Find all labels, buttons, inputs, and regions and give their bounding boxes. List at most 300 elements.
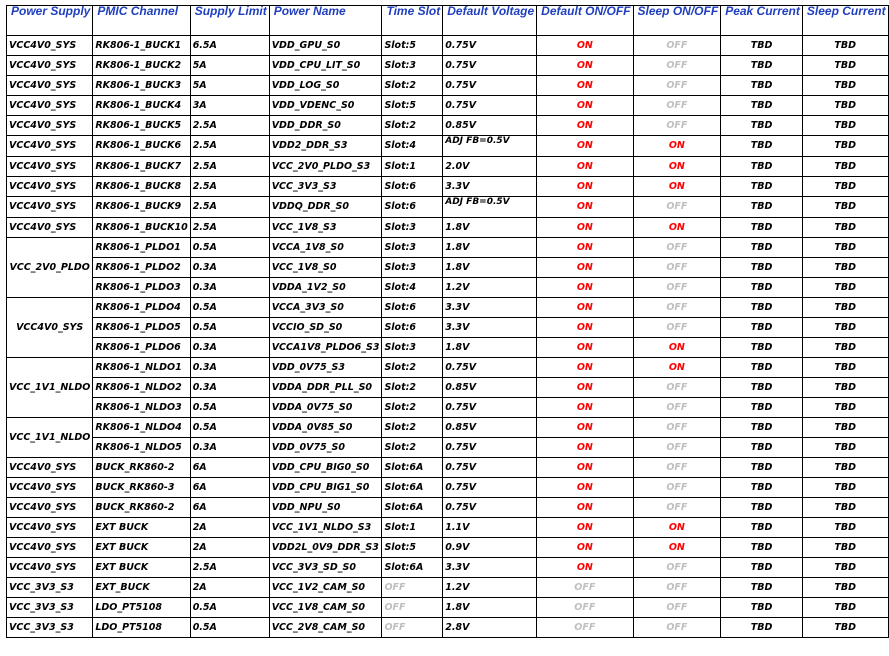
cell-pmic-channel: RK806-1_BUCK10	[93, 218, 190, 238]
cell-default-on-off: ON	[537, 36, 633, 56]
table-row	[7, 618, 889, 638]
cell-default-on-off: ON	[537, 458, 633, 478]
cell-supply-limit: 2.5A	[190, 197, 269, 218]
cell-pmic-channel: EXT_BUCK	[93, 578, 190, 598]
cell-sleep-current: TBD	[802, 418, 888, 438]
table-row	[7, 538, 889, 558]
cell-power-supply: VCC4V0_SYS	[7, 218, 93, 238]
cell-sleep-on-off: OFF	[633, 96, 721, 116]
cell-time-slot: Slot:2	[382, 398, 443, 418]
cell-peak-current: TBD	[721, 318, 803, 338]
cell-default-on-off: ON	[537, 96, 633, 116]
cell-time-slot: Slot:6	[382, 197, 443, 218]
cell-pmic-channel: EXT BUCK	[93, 518, 190, 538]
cell-default-voltage: 1.1V	[443, 518, 537, 538]
cell-power-name: VCC_1V2_CAM_S0	[269, 578, 382, 598]
table-row	[7, 358, 889, 378]
cell-peak-current: TBD	[721, 618, 803, 638]
cell-power-supply: VCC4V0_SYS	[7, 36, 93, 56]
table-row	[7, 498, 889, 518]
cell-supply-limit: 5A	[190, 56, 269, 76]
cell-time-slot: Slot:6	[382, 177, 443, 197]
cell-pmic-channel: EXT BUCK	[93, 538, 190, 558]
cell-power-name: VCCA_3V3_S0	[269, 298, 382, 318]
cell-power-name: VDDA_1V2_S0	[269, 278, 382, 298]
cell-default-voltage: 1.8V	[443, 598, 537, 618]
cell-power-name: VDDA_0V75_S0	[269, 398, 382, 418]
cell-pmic-channel: RK806-1_NLDO3	[93, 398, 190, 418]
cell-pmic-channel: RK806-1_PLDO6	[93, 338, 190, 358]
cell-default-voltage: 0.75V	[443, 478, 537, 498]
cell-default-voltage: 0.85V	[443, 418, 537, 438]
cell-default-on-off: ON	[537, 358, 633, 378]
cell-power-name: VDDA_DDR_PLL_S0	[269, 378, 382, 398]
cell-sleep-on-off: OFF	[633, 398, 721, 418]
cell-sleep-current: TBD	[802, 338, 888, 358]
cell-time-slot: Slot:3	[382, 238, 443, 258]
cell-pmic-channel: RK806-1_NLDO4	[93, 418, 190, 438]
cell-supply-limit: 2.5A	[190, 136, 269, 157]
cell-sleep-on-off: OFF	[633, 258, 721, 278]
cell-supply-limit: 6.5A	[190, 36, 269, 56]
cell-supply-limit: 0.5A	[190, 618, 269, 638]
header-sleep-current: Sleep Current	[802, 6, 888, 36]
cell-power-name: VCCIO_SD_S0	[269, 318, 382, 338]
cell-supply-limit: 0.5A	[190, 598, 269, 618]
cell-default-voltage: 1.2V	[443, 578, 537, 598]
cell-peak-current: TBD	[721, 378, 803, 398]
cell-peak-current: TBD	[721, 578, 803, 598]
header-peak-current: Peak Current	[721, 6, 803, 36]
cell-supply-limit: 6A	[190, 458, 269, 478]
cell-default-on-off: OFF	[537, 618, 633, 638]
cell-pmic-channel: RK806-1_BUCK5	[93, 116, 190, 136]
cell-power-supply: VCC4V0_SYS	[7, 518, 93, 538]
cell-pmic-channel: RK806-1_PLDO1	[93, 238, 190, 258]
table-row	[7, 558, 889, 578]
cell-supply-limit: 2.5A	[190, 157, 269, 177]
cell-time-slot: Slot:3	[382, 258, 443, 278]
cell-default-voltage: 0.75V	[443, 498, 537, 518]
cell-default-voltage: 0.9V	[443, 538, 537, 558]
cell-peak-current: TBD	[721, 338, 803, 358]
cell-peak-current: TBD	[721, 598, 803, 618]
header-power-name: Power Name	[269, 6, 382, 36]
cell-sleep-on-off: OFF	[633, 418, 721, 438]
cell-peak-current: TBD	[721, 298, 803, 318]
cell-power-supply: VCC4V0_SYS	[7, 76, 93, 96]
cell-sleep-on-off: ON	[633, 218, 721, 238]
cell-power-supply: VCC4V0_SYS	[7, 197, 93, 218]
cell-peak-current: TBD	[721, 438, 803, 458]
cell-default-on-off: ON	[537, 538, 633, 558]
cell-peak-current: TBD	[721, 76, 803, 96]
cell-sleep-current: TBD	[802, 498, 888, 518]
cell-sleep-current: TBD	[802, 538, 888, 558]
table-row	[7, 578, 889, 598]
cell-sleep-on-off: OFF	[633, 438, 721, 458]
cell-default-voltage: 1.8V	[443, 238, 537, 258]
cell-sleep-on-off: OFF	[633, 56, 721, 76]
cell-time-slot: Slot:2	[382, 438, 443, 458]
cell-power-name: VDD_CPU_BIG1_S0	[269, 478, 382, 498]
cell-supply-limit: 6A	[190, 498, 269, 518]
cell-sleep-on-off: ON	[633, 157, 721, 177]
cell-supply-limit: 0.3A	[190, 358, 269, 378]
cell-default-voltage: 0.75V	[443, 56, 537, 76]
cell-power-name: VDD_0V75_S0	[269, 438, 382, 458]
cell-time-slot: Slot:1	[382, 157, 443, 177]
cell-power-supply: VCC4V0_SYS	[7, 558, 93, 578]
cell-power-supply: VCC4V0_SYS	[7, 478, 93, 498]
table-body	[7, 36, 889, 638]
header-default-voltage: Default Voltage	[443, 6, 537, 36]
cell-pmic-channel: RK806-1_PLDO5	[93, 318, 190, 338]
header-supply-limit: Supply Limit	[190, 6, 269, 36]
cell-pmic-channel: RK806-1_BUCK3	[93, 76, 190, 96]
cell-power-name: VDD_DDR_S0	[269, 116, 382, 136]
cell-peak-current: TBD	[721, 398, 803, 418]
cell-power-name: VDD_LOG_S0	[269, 76, 382, 96]
cell-supply-limit: 2.5A	[190, 218, 269, 238]
cell-sleep-current: TBD	[802, 197, 888, 218]
cell-default-voltage: 1.2V	[443, 278, 537, 298]
cell-sleep-on-off: OFF	[633, 578, 721, 598]
cell-pmic-channel: RK806-1_PLDO2	[93, 258, 190, 278]
cell-pmic-channel: RK806-1_BUCK6	[93, 136, 190, 157]
cell-supply-limit: 0.5A	[190, 318, 269, 338]
cell-sleep-on-off: ON	[633, 518, 721, 538]
cell-time-slot: Slot:4	[382, 278, 443, 298]
cell-power-name: VCC_3V3_S3	[269, 177, 382, 197]
cell-default-on-off: ON	[537, 378, 633, 398]
cell-sleep-on-off: OFF	[633, 478, 721, 498]
cell-default-voltage: ADJ FB=0.5V	[443, 136, 537, 157]
cell-default-voltage: 3.3V	[443, 177, 537, 197]
cell-power-name: VCC_1V8_S3	[269, 218, 382, 238]
cell-power-name: VCC_1V1_NLDO_S3	[269, 518, 382, 538]
cell-default-on-off: ON	[537, 338, 633, 358]
cell-supply-limit: 2.5A	[190, 116, 269, 136]
header-sleep-on-off: Sleep ON/OFF	[633, 6, 721, 36]
cell-sleep-on-off: OFF	[633, 498, 721, 518]
table-row	[7, 318, 889, 338]
cell-default-voltage: 0.75V	[443, 438, 537, 458]
cell-default-on-off: ON	[537, 438, 633, 458]
cell-power-supply: VCC_2V0_PLDO	[7, 238, 93, 298]
cell-time-slot: Slot:4	[382, 136, 443, 157]
cell-sleep-current: TBD	[802, 398, 888, 418]
cell-sleep-on-off: OFF	[633, 197, 721, 218]
cell-default-on-off: ON	[537, 76, 633, 96]
cell-power-supply: VCC4V0_SYS	[7, 177, 93, 197]
cell-default-on-off: ON	[537, 418, 633, 438]
cell-sleep-on-off: OFF	[633, 598, 721, 618]
cell-default-voltage: 0.75V	[443, 458, 537, 478]
cell-sleep-on-off: ON	[633, 136, 721, 157]
cell-peak-current: TBD	[721, 238, 803, 258]
cell-sleep-on-off: ON	[633, 358, 721, 378]
cell-peak-current: TBD	[721, 478, 803, 498]
cell-sleep-current: TBD	[802, 618, 888, 638]
cell-supply-limit: 0.5A	[190, 238, 269, 258]
cell-default-on-off: OFF	[537, 578, 633, 598]
cell-time-slot: Slot:5	[382, 538, 443, 558]
cell-time-slot: Slot:6	[382, 298, 443, 318]
cell-pmic-channel: BUCK_RK860-3	[93, 478, 190, 498]
cell-power-supply: VCC4V0_SYS	[7, 157, 93, 177]
cell-peak-current: TBD	[721, 96, 803, 116]
cell-pmic-channel: RK806-1_PLDO3	[93, 278, 190, 298]
header-pmic-channel: PMIC Channel	[93, 6, 190, 36]
cell-power-name: VDD_GPU_S0	[269, 36, 382, 56]
cell-peak-current: TBD	[721, 358, 803, 378]
cell-sleep-on-off: ON	[633, 177, 721, 197]
cell-sleep-current: TBD	[802, 258, 888, 278]
cell-power-supply: VCC4V0_SYS	[7, 56, 93, 76]
cell-time-slot: Slot:3	[382, 56, 443, 76]
cell-sleep-current: TBD	[802, 438, 888, 458]
cell-power-supply: VCC4V0_SYS	[7, 96, 93, 116]
cell-peak-current: TBD	[721, 538, 803, 558]
cell-peak-current: TBD	[721, 558, 803, 578]
cell-default-voltage: 1.8V	[443, 338, 537, 358]
cell-default-on-off: ON	[537, 518, 633, 538]
cell-peak-current: TBD	[721, 157, 803, 177]
cell-pmic-channel: RK806-1_BUCK9	[93, 197, 190, 218]
cell-peak-current: TBD	[721, 498, 803, 518]
cell-default-on-off: ON	[537, 318, 633, 338]
cell-default-voltage: 0.85V	[443, 378, 537, 398]
table-row	[7, 177, 889, 197]
cell-pmic-channel: RK806-1_NLDO2	[93, 378, 190, 398]
cell-power-name: VCC_2V0_PLDO_S3	[269, 157, 382, 177]
cell-time-slot: Slot:6A	[382, 498, 443, 518]
cell-power-name: VCC_1V8_CAM_S0	[269, 598, 382, 618]
cell-default-on-off: ON	[537, 157, 633, 177]
cell-sleep-current: TBD	[802, 578, 888, 598]
cell-peak-current: TBD	[721, 136, 803, 157]
cell-default-voltage: 2.0V	[443, 157, 537, 177]
cell-pmic-channel: LDO_PT5108	[93, 618, 190, 638]
cell-default-on-off: ON	[537, 197, 633, 218]
cell-supply-limit: 0.3A	[190, 278, 269, 298]
cell-default-on-off: ON	[537, 298, 633, 318]
table-row	[7, 338, 889, 358]
cell-power-supply: VCC4V0_SYS	[7, 136, 93, 157]
cell-default-on-off: ON	[537, 218, 633, 238]
cell-power-supply: VCC4V0_SYS	[7, 538, 93, 558]
cell-power-name: VDD_0V75_S3	[269, 358, 382, 378]
cell-sleep-current: TBD	[802, 56, 888, 76]
cell-peak-current: TBD	[721, 197, 803, 218]
cell-time-slot: Slot:2	[382, 76, 443, 96]
table-row	[7, 96, 889, 116]
cell-sleep-current: TBD	[802, 478, 888, 498]
cell-default-voltage: 3.3V	[443, 318, 537, 338]
cell-sleep-on-off: OFF	[633, 278, 721, 298]
cell-peak-current: TBD	[721, 56, 803, 76]
cell-pmic-channel: BUCK_RK860-2	[93, 458, 190, 478]
cell-time-slot: Slot:1	[382, 518, 443, 538]
cell-supply-limit: 0.5A	[190, 418, 269, 438]
cell-time-slot: OFF	[382, 578, 443, 598]
cell-sleep-current: TBD	[802, 116, 888, 136]
cell-sleep-current: TBD	[802, 36, 888, 56]
header-power-supply: Power Supply	[7, 6, 93, 36]
cell-sleep-current: TBD	[802, 558, 888, 578]
cell-time-slot: OFF	[382, 618, 443, 638]
cell-supply-limit: 5A	[190, 76, 269, 96]
cell-sleep-current: TBD	[802, 157, 888, 177]
cell-power-name: VCC_3V3_SD_S0	[269, 558, 382, 578]
table-row	[7, 298, 889, 318]
cell-sleep-on-off: OFF	[633, 116, 721, 136]
cell-pmic-channel: BUCK_RK860-2	[93, 498, 190, 518]
cell-default-voltage: 0.75V	[443, 76, 537, 96]
table-row	[7, 56, 889, 76]
cell-power-name: VDD_VDENC_S0	[269, 96, 382, 116]
cell-default-voltage: 3.3V	[443, 298, 537, 318]
cell-default-on-off: ON	[537, 136, 633, 157]
cell-default-voltage: ADJ FB=0.5V	[443, 197, 537, 218]
cell-pmic-channel: RK806-1_NLDO1	[93, 358, 190, 378]
cell-sleep-on-off: ON	[633, 538, 721, 558]
cell-sleep-on-off: OFF	[633, 36, 721, 56]
cell-supply-limit: 0.5A	[190, 298, 269, 318]
cell-time-slot: Slot:6	[382, 318, 443, 338]
cell-default-voltage: 1.8V	[443, 218, 537, 238]
cell-time-slot: Slot:2	[382, 378, 443, 398]
cell-default-voltage: 0.75V	[443, 36, 537, 56]
cell-power-supply: VCC4V0_SYS	[7, 458, 93, 478]
cell-power-name: VDDQ_DDR_S0	[269, 197, 382, 218]
cell-supply-limit: 0.3A	[190, 258, 269, 278]
table-row	[7, 157, 889, 177]
cell-pmic-channel: RK806-1_BUCK7	[93, 157, 190, 177]
cell-supply-limit: 2A	[190, 578, 269, 598]
cell-default-on-off: ON	[537, 177, 633, 197]
table-row	[7, 478, 889, 498]
cell-default-on-off: ON	[537, 478, 633, 498]
cell-time-slot: Slot:5	[382, 96, 443, 116]
cell-pmic-channel: RK806-1_BUCK1	[93, 36, 190, 56]
cell-default-voltage: 0.85V	[443, 116, 537, 136]
cell-peak-current: TBD	[721, 218, 803, 238]
cell-sleep-current: TBD	[802, 278, 888, 298]
cell-peak-current: TBD	[721, 278, 803, 298]
cell-sleep-current: TBD	[802, 518, 888, 538]
cell-default-on-off: ON	[537, 116, 633, 136]
cell-supply-limit: 0.5A	[190, 398, 269, 418]
table-row	[7, 197, 889, 218]
cell-power-name: VDD2_DDR_S3	[269, 136, 382, 157]
cell-power-name: VCC_1V8_S0	[269, 258, 382, 278]
cell-sleep-current: TBD	[802, 378, 888, 398]
header-default-on-off: Default ON/OFF	[537, 6, 633, 36]
cell-sleep-on-off: OFF	[633, 458, 721, 478]
cell-power-name: VCCA1V8_PLDO6_S3	[269, 338, 382, 358]
cell-sleep-current: TBD	[802, 358, 888, 378]
cell-default-on-off: ON	[537, 238, 633, 258]
cell-default-on-off: OFF	[537, 598, 633, 618]
cell-power-name: VDD_CPU_BIG0_S0	[269, 458, 382, 478]
cell-sleep-on-off: OFF	[633, 298, 721, 318]
cell-power-supply: VCC_3V3_S3	[7, 618, 93, 638]
cell-pmic-channel: RK806-1_PLDO4	[93, 298, 190, 318]
cell-default-voltage: 3.3V	[443, 558, 537, 578]
cell-sleep-current: TBD	[802, 136, 888, 157]
cell-time-slot: Slot:2	[382, 358, 443, 378]
cell-sleep-on-off: ON	[633, 338, 721, 358]
cell-pmic-channel: LDO_PT5108	[93, 598, 190, 618]
cell-power-name: VDD2L_0V9_DDR_S3	[269, 538, 382, 558]
header-time-slot: Time Slot	[382, 6, 443, 36]
cell-default-on-off: ON	[537, 498, 633, 518]
cell-pmic-channel: RK806-1_NLDO5	[93, 438, 190, 458]
cell-peak-current: TBD	[721, 116, 803, 136]
cell-time-slot: Slot:6A	[382, 458, 443, 478]
cell-power-supply: VCC4V0_SYS	[7, 116, 93, 136]
cell-sleep-current: TBD	[802, 318, 888, 338]
cell-peak-current: TBD	[721, 458, 803, 478]
cell-peak-current: TBD	[721, 418, 803, 438]
cell-default-on-off: ON	[537, 258, 633, 278]
cell-supply-limit: 0.3A	[190, 378, 269, 398]
cell-default-voltage: 2.8V	[443, 618, 537, 638]
power-table	[6, 5, 889, 638]
cell-default-on-off: ON	[537, 398, 633, 418]
cell-time-slot: Slot:5	[382, 36, 443, 56]
cell-peak-current: TBD	[721, 258, 803, 278]
table-row	[7, 238, 889, 258]
cell-sleep-on-off: OFF	[633, 618, 721, 638]
cell-sleep-current: TBD	[802, 76, 888, 96]
cell-power-name: VDD_CPU_LIT_S0	[269, 56, 382, 76]
cell-default-voltage: 1.8V	[443, 258, 537, 278]
cell-peak-current: TBD	[721, 36, 803, 56]
cell-pmic-channel: RK806-1_BUCK2	[93, 56, 190, 76]
cell-sleep-current: TBD	[802, 96, 888, 116]
cell-sleep-on-off: OFF	[633, 76, 721, 96]
cell-power-supply: VCC_1V1_NLDO	[7, 358, 93, 418]
cell-supply-limit: 0.3A	[190, 438, 269, 458]
cell-sleep-on-off: OFF	[633, 378, 721, 398]
cell-supply-limit: 2.5A	[190, 177, 269, 197]
table-row	[7, 418, 889, 438]
cell-power-name: VCCA_1V8_S0	[269, 238, 382, 258]
cell-power-supply: VCC_1V1_NLDO	[7, 418, 93, 458]
cell-time-slot: OFF	[382, 598, 443, 618]
cell-sleep-current: TBD	[802, 298, 888, 318]
cell-default-on-off: ON	[537, 56, 633, 76]
cell-sleep-current: TBD	[802, 238, 888, 258]
cell-time-slot: Slot:3	[382, 218, 443, 238]
cell-supply-limit: 2A	[190, 538, 269, 558]
cell-power-name: VCC_2V8_CAM_S0	[269, 618, 382, 638]
cell-default-voltage: 0.75V	[443, 398, 537, 418]
table-row	[7, 136, 889, 157]
cell-supply-limit: 2.5A	[190, 558, 269, 578]
cell-pmic-channel: RK806-1_BUCK4	[93, 96, 190, 116]
cell-sleep-on-off: OFF	[633, 558, 721, 578]
cell-supply-limit: 6A	[190, 478, 269, 498]
cell-peak-current: TBD	[721, 518, 803, 538]
cell-power-supply: VCC_3V3_S3	[7, 578, 93, 598]
cell-peak-current: TBD	[721, 177, 803, 197]
table-row	[7, 258, 889, 278]
cell-power-supply: VCC4V0_SYS	[7, 498, 93, 518]
